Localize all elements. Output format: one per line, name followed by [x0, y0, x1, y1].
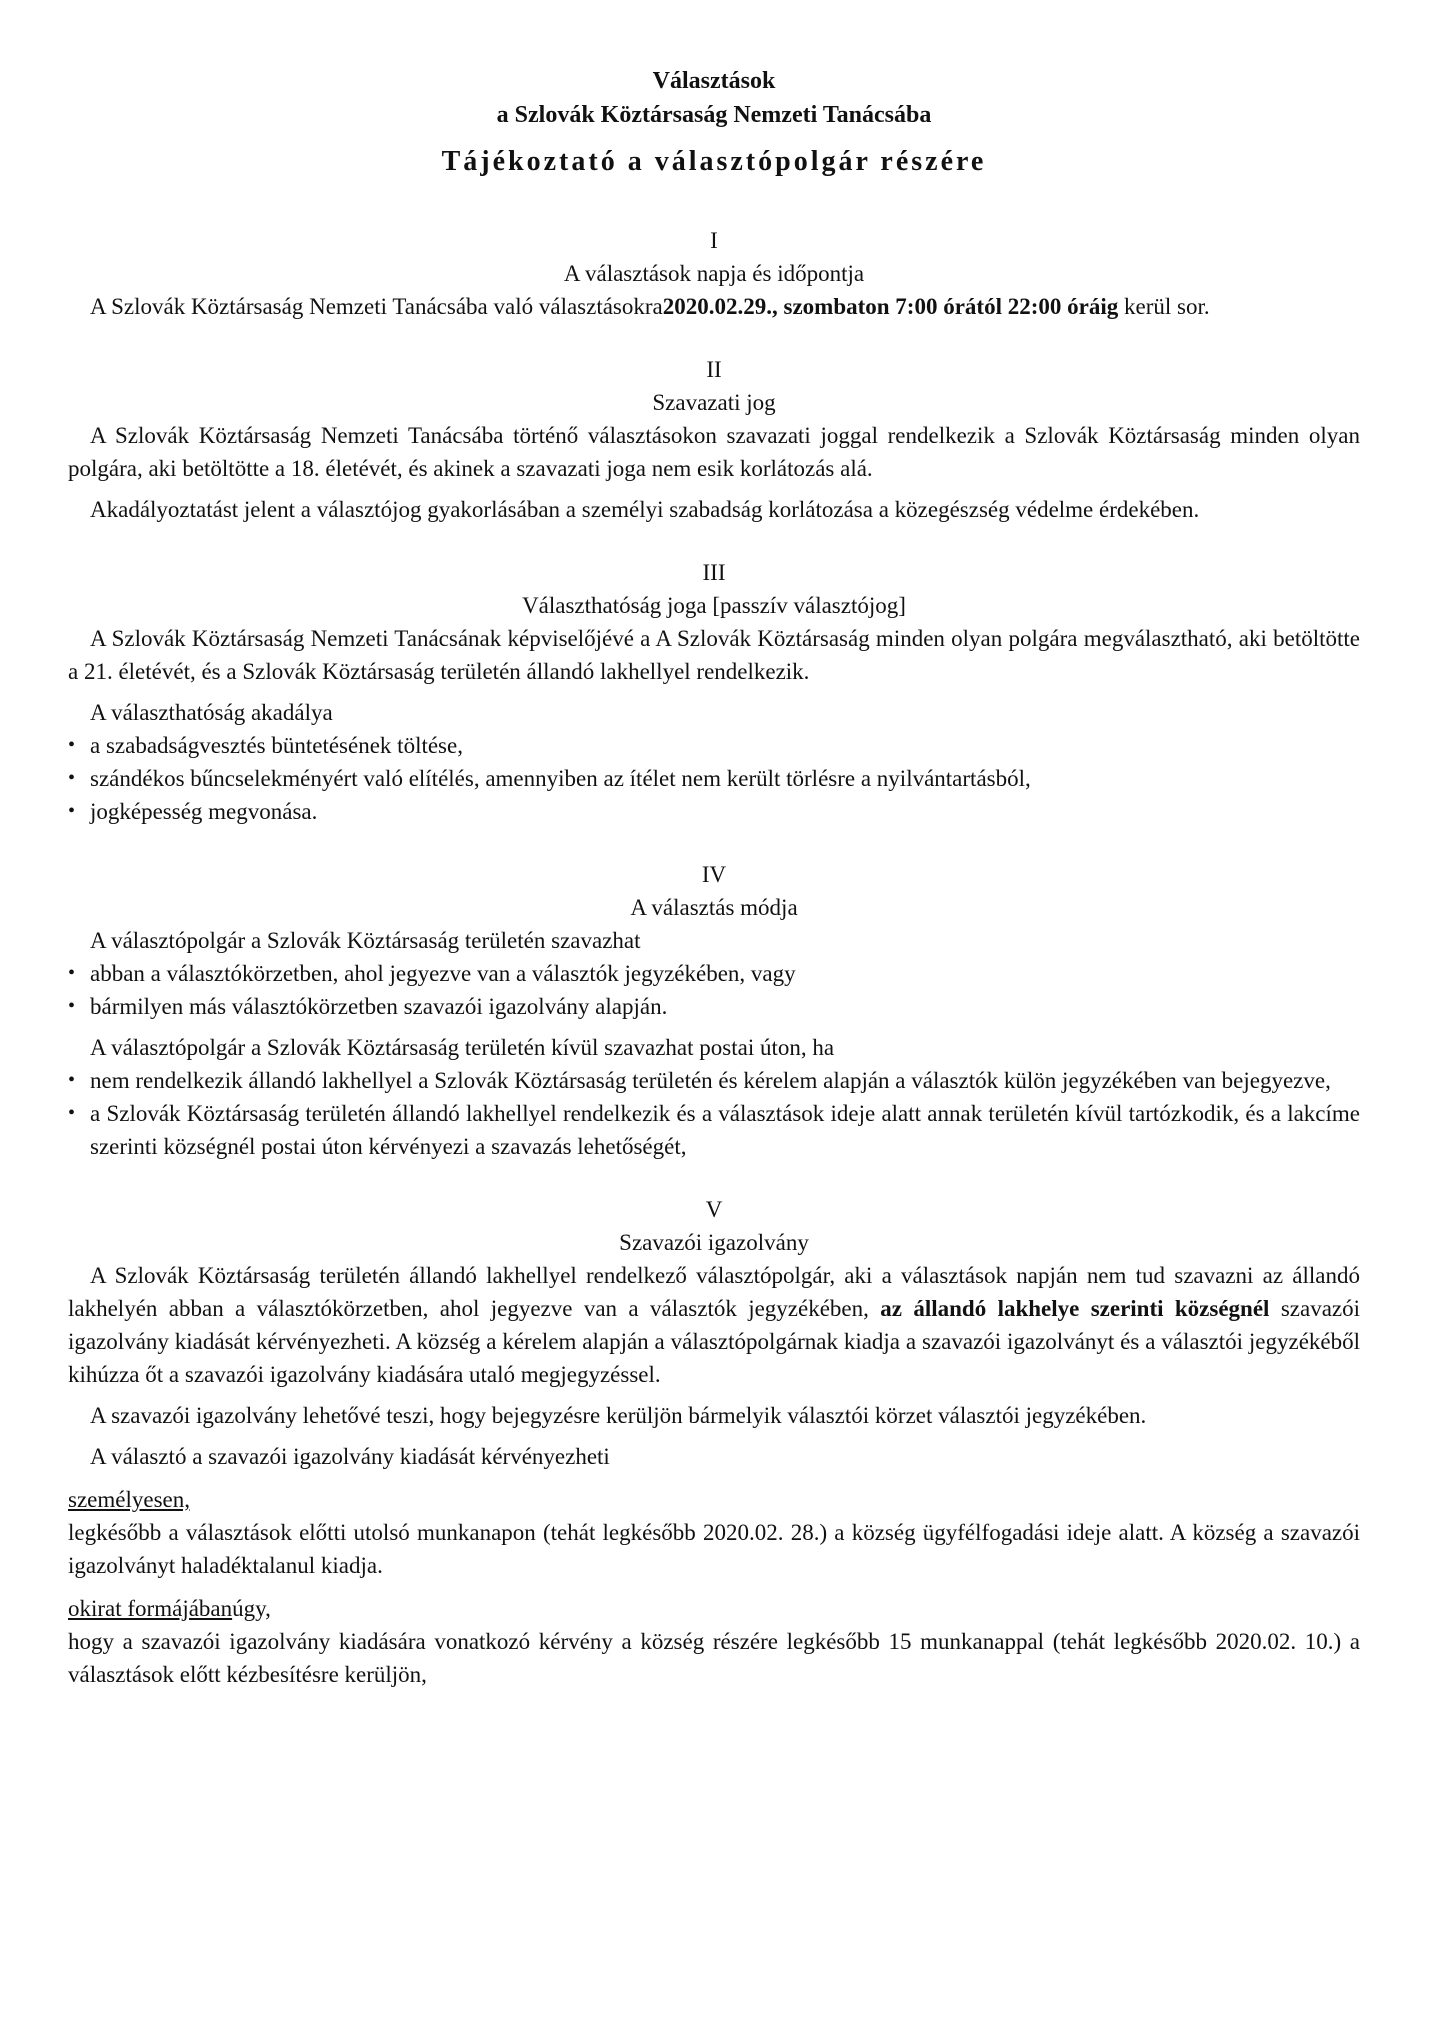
list-item — [68, 795, 1360, 828]
list-item-text: szándékos bűncselekményért való elítélés, amennyiben az ítélet nem került törlésre a nyilvántartásból, — [90, 766, 1031, 791]
section-number: IV — [701, 862, 727, 887]
bullet-icon: • — [68, 734, 76, 756]
document-header — [68, 64, 1360, 182]
list-item — [68, 990, 1360, 1023]
bullet-icon: • — [68, 800, 76, 822]
option-heading: okirat formájában — [68, 1596, 233, 1621]
list-item-text: abban a választókörzetben, ahol jegyezve van a választók jegyzékében, vagy — [90, 961, 796, 986]
list-item-text: jogképesség megvonása. — [90, 799, 318, 824]
section-5 — [68, 1193, 1360, 1691]
bullet-list — [68, 1064, 1360, 1163]
section-title: Szavazói igazolvány — [619, 1230, 809, 1255]
list-item-text: a szabadságvesztés büntetésének töltése, — [90, 733, 463, 758]
list-item-text: a Szlovák Köztársaság területén állandó lakhellyel rendelkezik és a választások ideje alatt annak területén kívül tartózkodik, és a lakcíme szerinti községnél postai úton kérvényezi a szavazás lehetőségét, — [90, 1101, 1360, 1159]
section-2 — [68, 353, 1360, 526]
paragraph-bold-text: az állandó lakhelye szerinti községnél — [880, 1296, 1270, 1321]
list-item — [68, 957, 1360, 990]
section-title: Szavazati jog — [652, 390, 776, 415]
option-text: hogy a szavazói igazolvány kiadására vonatkozó kérvény a község részére legkésőbb 15 munkanappal (tehát legkésőbb 2020.02. 10.) a választások előtt kézbesítésre kerüljön, — [68, 1629, 1360, 1687]
section-3 — [68, 556, 1360, 828]
document-title: Tájékoztató a választópolgár részére — [441, 146, 987, 177]
section-paragraph: A Szlovák Köztársaság Nemzeti Tanácsának képviselőjévé a A Szlovák Köztársaság minden olyan polgára megválasztható, aki betöltötte a 21. életévét, és a Szlovák Köztársaság területén állandó lakhellyel rendelkezik. — [68, 626, 1360, 684]
section-paragraph: A választópolgár a Szlovák Köztársaság területén kívül szavazhat postai úton, ha — [90, 1035, 835, 1060]
section-paragraph: A választhatóság akadálya — [90, 700, 333, 725]
section-paragraph: Akadályoztatást jelent a választójog gyakorlásában a személyi szabadság korlátozása a közegészség védelme érdekében. — [90, 497, 1200, 522]
list-item — [68, 1097, 1360, 1163]
section-paragraph: A választó a szavazói igazolvány kiadását kérvényezheti — [90, 1444, 610, 1469]
section-number: V — [705, 1197, 723, 1222]
section-title: A választás módja — [630, 895, 798, 920]
bullet-icon: • — [68, 995, 76, 1017]
bullet-icon: • — [68, 962, 76, 984]
bullet-icon: • — [68, 1102, 76, 1124]
bullet-list — [68, 957, 1360, 1023]
bullet-icon: • — [68, 1069, 76, 1091]
header-line-1: Választások — [652, 68, 776, 94]
section-1 — [68, 224, 1360, 323]
section-paragraph — [68, 1259, 1360, 1391]
list-item-text: nem rendelkezik állandó lakhellyel a Szlovák Köztársaság területén és kérelem alapján a választók külön jegyzékében van bejegyezve, — [90, 1068, 1331, 1093]
section-number: III — [702, 560, 726, 585]
section-paragraph: A szavazói igazolvány lehetővé teszi, hogy bejegyzésre kerüljön bármelyik választói körzet választói jegyzékében. — [90, 1403, 1147, 1428]
paragraph-text: A Szlovák Köztársaság területén állandó lakhellyel rendelkező választópolgár, aki a választások napján nem tud szavazni az állandó lakhelyén abban a választókörzetben, ahol jegyezve van a választók jegyzékében, — [68, 1263, 1360, 1321]
section-number: I — [710, 228, 718, 253]
section-paragraph — [68, 290, 1360, 323]
paragraph-text: A Szlovák Köztársaság Nemzeti Tanácsába való választásokra — [90, 294, 663, 319]
option-text: legkésőbb a választások előtti utolsó munkanapon (tehát legkésőbb 2020.02. 28.) a község ügyfélfogadási ideje alatt. A község a szavazói igazolványt haladéktalanul kiadja. — [68, 1520, 1360, 1578]
section-title: A választások napja és időpontja — [563, 261, 865, 286]
bullet-list — [68, 729, 1360, 828]
section-4 — [68, 858, 1360, 1163]
bullet-icon: • — [68, 767, 76, 789]
option-personal — [68, 1483, 1360, 1582]
paragraph-text: kerül sor. — [1118, 294, 1210, 319]
header-line-2: a Szlovák Köztársaság Nemzeti Tanácsába — [496, 102, 932, 128]
list-item — [68, 762, 1360, 795]
list-item-text: bármilyen más választókörzetben szavazói igazolvány alapján. — [90, 994, 668, 1019]
section-paragraph: A Szlovák Köztársaság Nemzeti Tanácsába történő választásokon szavazati joggal rendelkezik a Szlovák Köztársaság minden olyan polgára, aki betöltötte a 18. életévét, és akinek a szavazati joga nem esik korlátozás alá. — [68, 423, 1360, 481]
section-number: II — [706, 357, 722, 382]
option-heading-tail: úgy, — [232, 1596, 271, 1621]
option-written — [68, 1592, 1360, 1691]
paragraph-text: szavazói igazolvány kiadását kérvényezheti. A község a kérelem alapján a választópolgárnak kiadja a szavazói igazolványt és a választói jegyzékéből kihúzza őt a szavazói igazolvány kiadására utaló megjegyzéssel. — [68, 1296, 1360, 1387]
list-item — [68, 729, 1360, 762]
section-paragraph: A választópolgár a Szlovák Köztársaság területén szavazhat — [90, 928, 641, 953]
list-item — [68, 1064, 1360, 1097]
section-title: Választhatóság joga [passzív választójog] — [522, 593, 906, 618]
election-date-bold: 2020.02.29., szombaton 7:00 órától 22:00 óráig — [662, 294, 1119, 319]
option-heading: személyesen, — [68, 1487, 190, 1512]
